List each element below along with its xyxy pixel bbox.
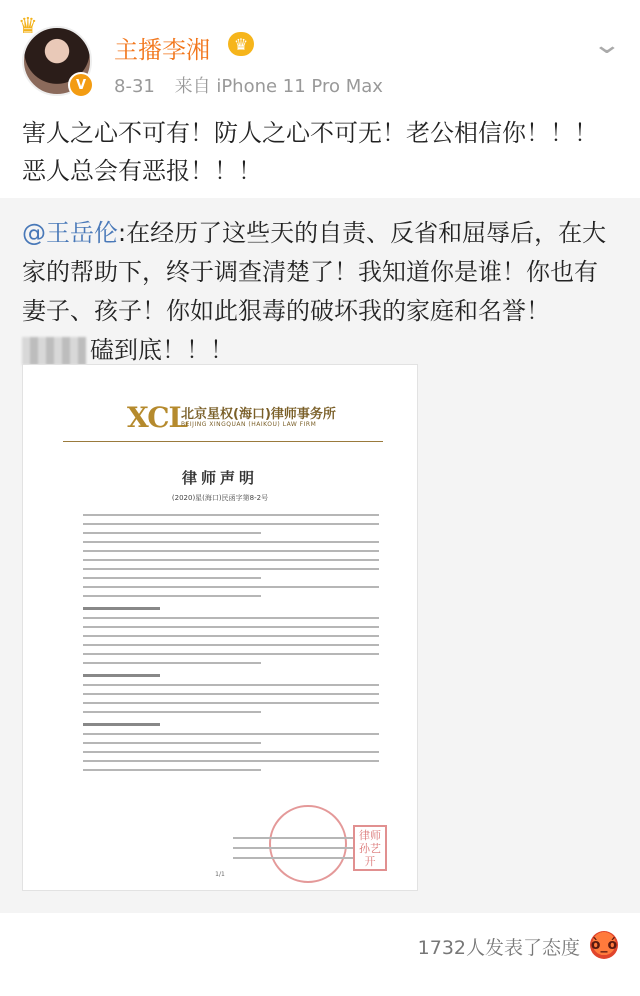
- repost-text: [22, 214, 618, 370]
- chevron-down-icon[interactable]: ⌄: [591, 30, 623, 60]
- post-source: 来自 iPhone 11 Pro Max: [174, 76, 383, 97]
- body-line: [83, 662, 261, 664]
- body-line: [83, 577, 261, 579]
- firm-name-en: BEIJING XINGQUAN (HAIKOU) LAW FIRM: [181, 421, 317, 428]
- lawyer-seal-stamp: 律师 孙艺开: [353, 825, 387, 871]
- body-line: [83, 769, 261, 771]
- body-line: [83, 559, 379, 561]
- author-name[interactable]: 主播李湘: [114, 36, 210, 64]
- body-line: [83, 684, 379, 686]
- body-line: [83, 617, 379, 619]
- repost-container[interactable]: [0, 198, 640, 913]
- page-number: 1/1: [215, 871, 225, 878]
- body-line: [83, 702, 379, 704]
- body-line: [83, 733, 379, 735]
- crown-icon: ♛: [18, 14, 38, 39]
- body-line: [83, 532, 261, 534]
- post-text: 害人之心不可有！防人之心不可无！老公相信你！！！恶人总会有恶报！！！: [22, 119, 598, 185]
- document-title: 律师声明: [181, 469, 258, 487]
- body-line: [83, 635, 379, 637]
- signature-line: [233, 857, 353, 859]
- reaction-count[interactable]: 1732人发表了态度: [417, 937, 580, 959]
- body-line: [83, 653, 379, 655]
- body-line: [83, 644, 379, 646]
- signature-block: [233, 829, 353, 867]
- angry-face-icon[interactable]: ò_ó: [590, 931, 618, 959]
- body-line: [83, 626, 379, 628]
- firm-logo: XCL: [127, 401, 188, 434]
- repost-body: :在经历了这些天的自责、反省和屈辱后，在大家的帮助下，终于调查清楚了！我知道你是谁！你也有妻子、孩子！你如此狠毒的破坏我的家庭和名誉！: [22, 219, 607, 325]
- signature-line: [233, 847, 353, 849]
- body-line: [83, 742, 261, 744]
- verified-badge-icon: V: [68, 72, 94, 98]
- body-line: [83, 751, 379, 753]
- section-heading: [83, 607, 160, 610]
- post-date: 8-31: [114, 76, 155, 97]
- section-heading: [83, 674, 160, 677]
- avatar[interactable]: [18, 14, 96, 100]
- document-body: [83, 507, 379, 778]
- body-line: [83, 760, 379, 762]
- body-line: [83, 568, 379, 570]
- body-line: [83, 595, 261, 597]
- body-line: [83, 541, 379, 543]
- body-line: [83, 586, 379, 588]
- body-line: [83, 550, 379, 552]
- firm-name: 北京星权(海口)律师事务所: [181, 407, 336, 422]
- repost-body-end: 磕到底！！！: [90, 336, 234, 364]
- reaction-bar: [0, 913, 640, 996]
- body-line: [83, 514, 379, 516]
- body-line: [83, 693, 379, 695]
- post-header: [0, 0, 640, 110]
- mention-link[interactable]: @王岳伦: [22, 219, 118, 247]
- post-meta: [114, 72, 383, 98]
- body-line: [83, 523, 379, 525]
- signature-line: [233, 837, 353, 839]
- redacted-text: [22, 337, 86, 365]
- vip-crown-icon[interactable]: ♛: [228, 32, 254, 56]
- body-line: [83, 711, 261, 713]
- section-heading: [83, 723, 160, 726]
- header-rule: [63, 441, 383, 442]
- document-reference: (2020)星(海口)民函字第8-2号: [171, 494, 269, 502]
- statement-image[interactable]: [22, 364, 418, 891]
